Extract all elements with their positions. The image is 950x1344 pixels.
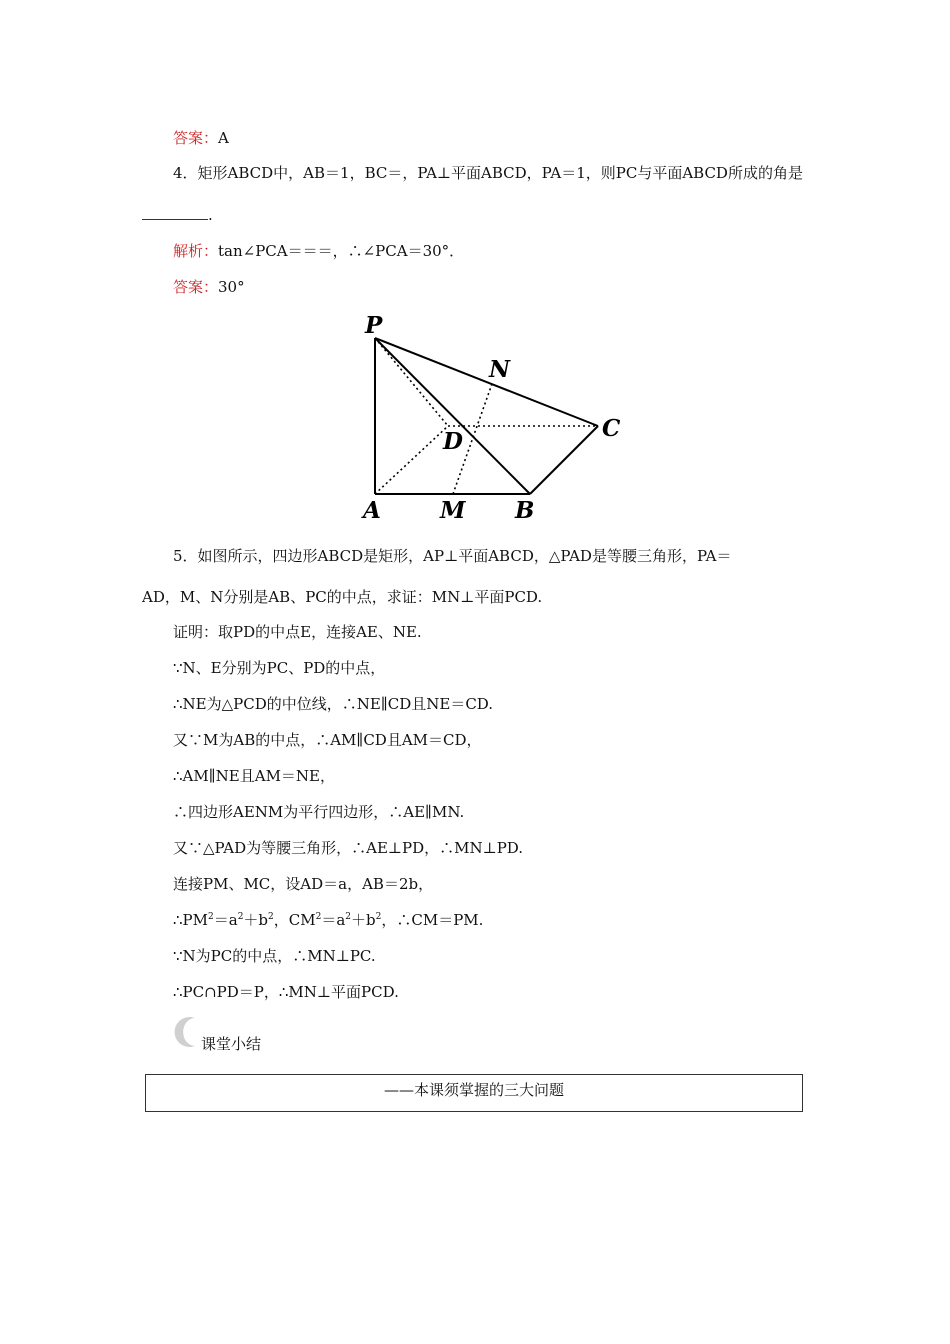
q3-answer <box>173 128 229 148</box>
formula-exponent: 2 <box>345 912 352 922</box>
question-text: 矩形ABCD中，AB＝1，BC＝，PA⊥平面ABCD，PA＝1，则PC与平面ABCD所成的角是 <box>197 164 803 182</box>
edge-AD <box>375 426 448 494</box>
answer-label: 答案： <box>173 129 219 147</box>
formula-part: ∴PM <box>173 911 208 929</box>
proof-line: ∵N、E分别为PC、PD的中点， <box>173 659 386 677</box>
formula-part: ，CM <box>273 911 316 929</box>
formula-exponent: 2 <box>237 912 244 922</box>
proof-line: ∴NE为△PCD的中位线，∴NE∥CD且NE＝CD. <box>173 695 494 713</box>
pyramid-figure <box>355 308 635 528</box>
edge-PD <box>375 338 448 426</box>
answer-value: 30° <box>218 278 245 296</box>
proof-line-pm-cm <box>173 910 483 930</box>
label-P: P <box>365 312 383 339</box>
proof-line: ∴AM∥NE且AM＝NE， <box>173 767 336 785</box>
formula-part: ＋b <box>351 911 376 929</box>
q5-question-line1: 5．如图所示，四边形ABCD是矩形，AP⊥平面ABCD，△PAD是等腰三角形，PA＝ <box>173 547 732 565</box>
label-D: D <box>443 428 463 455</box>
summary-heading: 课堂小结 <box>201 1035 262 1053</box>
answer-value: A <box>218 129 229 147</box>
formula-part: ＋b <box>243 911 269 929</box>
formula-exponent: 2 <box>375 912 382 922</box>
answer-label: 答案： <box>173 278 219 296</box>
crescent-icon <box>173 1015 203 1049</box>
summary-box <box>145 1074 803 1112</box>
formula-part: ＝a <box>213 911 238 929</box>
question-number: 4． <box>173 164 198 182</box>
proof-line: 又∵△PAD为等腰三角形，∴AE⊥PD，∴MN⊥PD. <box>173 839 524 857</box>
formula-part: ，∴CM＝PM. <box>381 911 484 929</box>
edge-PC <box>375 338 598 426</box>
proof-line: 证明：取PD的中点E，连接AE、NE. <box>173 623 422 641</box>
proof-line: ∵N为PC的中点，∴MN⊥PC. <box>173 947 376 965</box>
label-N: N <box>489 356 511 383</box>
q4-question <box>173 163 803 183</box>
formula-part: ＝a <box>321 911 346 929</box>
label-B: B <box>515 497 535 524</box>
label-M: M <box>440 497 466 524</box>
proof-line: ∴四边形AENM为平行四边形，∴AE∥MN. <box>173 803 465 821</box>
proof-line: ∴PC∩PD＝P，∴MN⊥平面PCD. <box>173 983 399 1001</box>
q4-analysis <box>173 241 464 261</box>
q5-question-line2: AD，M、N分别是AB、PC的中点，求证：MN⊥平面PCD. <box>142 588 543 606</box>
analysis-text: tan∠PCA＝＝＝，∴∠PCA＝30°． <box>218 242 465 260</box>
label-C: C <box>602 415 621 442</box>
formula-exponent: 2 <box>315 912 322 922</box>
edge-BC <box>530 426 598 494</box>
label-A: A <box>363 497 381 524</box>
q4-answer <box>173 277 245 297</box>
answer-blank <box>142 205 208 220</box>
summary-box-caption: ——本课须掌握的三大问题 <box>383 1081 564 1099</box>
analysis-label: 解析： <box>173 242 219 260</box>
proof-line: 连接PM、MC，设AD＝a，AB＝2b， <box>173 875 434 893</box>
blank-period: . <box>208 206 213 224</box>
q4-answer-blank-line <box>142 205 213 225</box>
formula-exponent: 2 <box>268 912 274 922</box>
proof-line: 又∵M为AB的中点，∴AM∥CD且AM＝CD， <box>173 731 482 749</box>
formula-exponent: 2 <box>208 912 214 922</box>
